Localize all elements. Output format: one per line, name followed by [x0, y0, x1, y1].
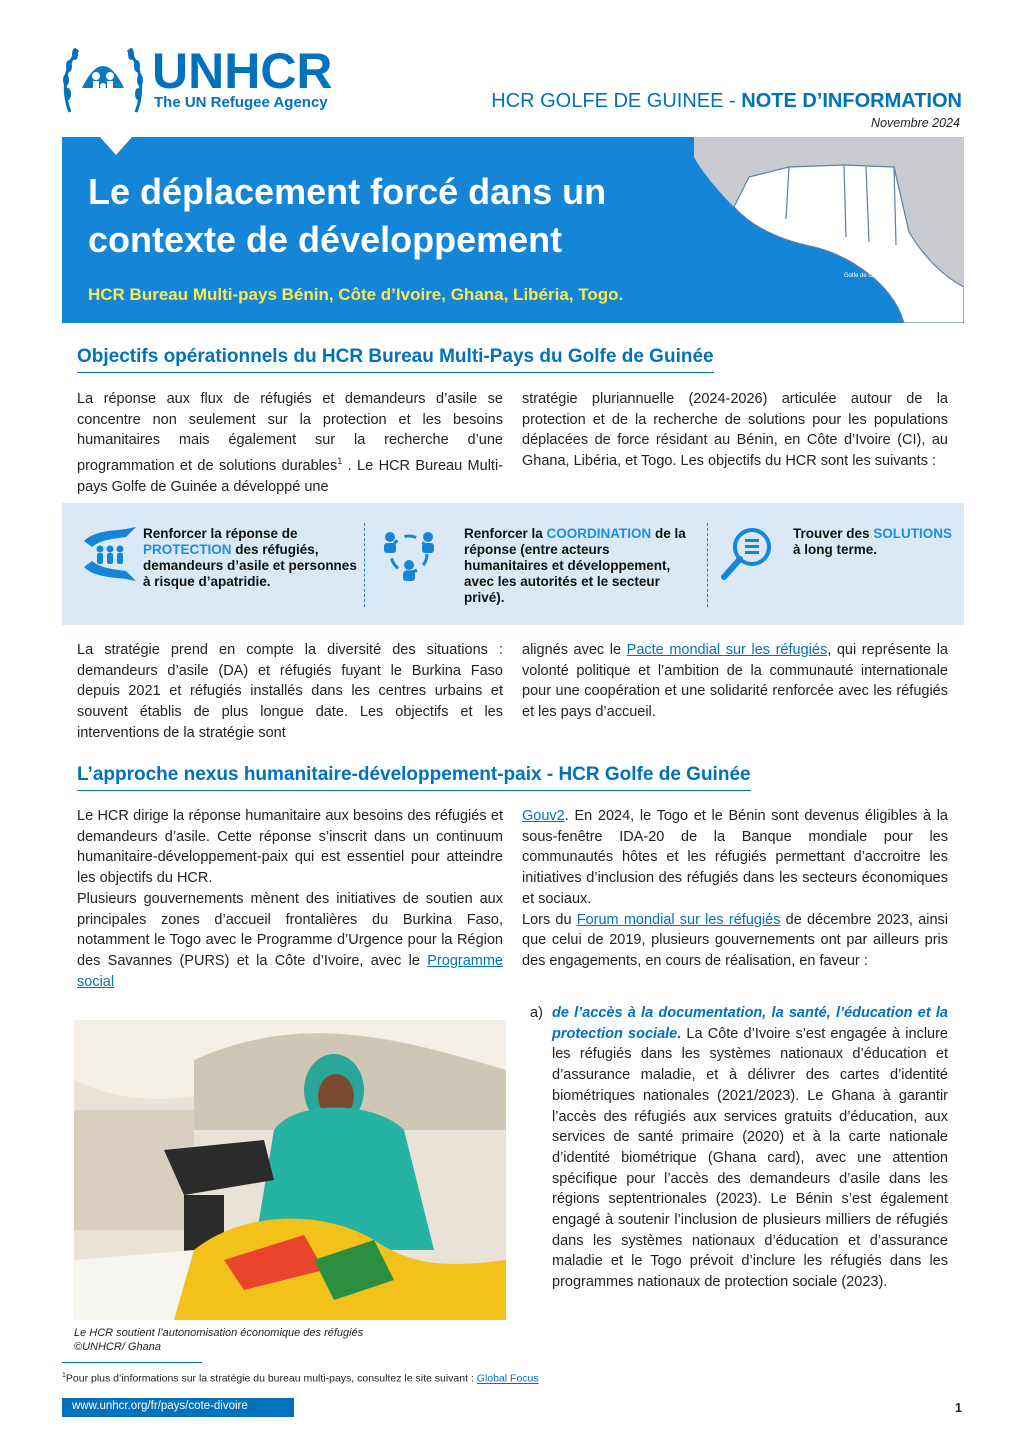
solutions-magnifier-icon — [718, 525, 776, 583]
protection-hands-icon — [80, 525, 138, 583]
page-title: Le déplacement forcé dans un contexte de développement — [88, 171, 607, 260]
divider — [364, 523, 365, 607]
photo-refugee-sewing — [74, 1020, 506, 1320]
footnote-rule — [62, 1362, 202, 1363]
footnote: $^1$Pour plus d’informations sur la stratégie du bureau multi-pays, consultez le site suivant : Global Focus — [62, 1372, 539, 1385]
link-pacte-mondial[interactable]: Pacte mondial sur les réfugiés — [626, 642, 828, 658]
paragraph-intro-left: La réponse aux flux de réfugiés et demandeurs d’asile se concentre non seulement sur la protection et les besoins humanitaires mais également sur la recherche d’une programmation et de solutions durables$^1$ . Le HCR Bureau Multi-pays Golfe de Guinée a développé une — [77, 391, 503, 495]
objective-protection: Renforcer la réponse de PROTECTION des réfugiés, demandeurs d’asile et personnes à risque d’apatridie. — [143, 526, 357, 589]
map-label: Golfe de Guinée — [844, 273, 888, 279]
link-gouv2[interactable]: Gouv2 — [522, 808, 565, 824]
section-heading-objectives: Objectifs opérationnels du HCR Bureau Multi-Pays du Golfe de Guinée — [77, 346, 714, 373]
coordination-people-icon — [380, 525, 438, 583]
page-number: 1 — [955, 1401, 962, 1415]
paragraph-strategy-left: La stratégie prend en compte la diversité des situations : demandeurs d’asile (DA) et réfugiés fuyant le Burkina Faso depuis 2021 et réfugiés installés dans les centres urbains et souvent établis de plus longue date. Les objectifs et les interventions de la stratégie sont — [77, 642, 503, 741]
header-date: Novembre 2024 — [871, 116, 960, 130]
paragraph-intro-right: stratégie pluriannuelle (2024-2026) articulée autour de la protection et de la recherche de solutions pour les populations déplacées de force résidant au Bénin, en Côte d’Ivoire (CI), au Ghana, Libéria, et Togo. Les objectifs du HCR sont les suivants : — [522, 391, 948, 470]
logo-tagline: The UN Refugee Agency — [154, 94, 328, 111]
objective-coordination: Renforcer la COORDINATION de la réponse (entre acteurs humanitaires et développement, avec les autorités et le secteur privé). — [464, 526, 686, 605]
footnote-ref[interactable]: 1 — [337, 456, 343, 467]
list-item-documentation: de l’accès à la documentation, la santé, l’éducation et la protection sociale. La Côte d’Ivoire s’est engagée à inclure les réfugiés dans les systèmes nationaux d’éducation et d’assurance maladie, et à délivrer des cartes d’identité biométriques nationales (2021/2023). Le Ghana à garantir l’accès des réfugiés aux services gratuits d’éducation, aux services de santé primaire (2020) et à la carte nationale d’identité biométrique (Ghana card), avec une attention spécifique pour l’accès des demandeurs d’asile dans les régions septentrionales (2023). Le Bénin s’est également engagé à soutenir l’inclusion de plusieurs milliers de réfugiés dans les systèmes nationaux d’éducation et d’assurance maladie et le Togo prévoit d’inclure les réfugiés dans les programmes nationaux de protection sociale (2023). — [552, 1005, 948, 1291]
banner-notch — [100, 137, 132, 155]
photo-caption: Le HCR soutient l’autonomisation économique des réfugiés ©UNHCR/ Ghana — [74, 1327, 364, 1353]
footer-url-link[interactable]: www.unhcr.org/fr/pays/cote-divoire — [72, 1400, 248, 1412]
divider — [707, 523, 708, 607]
link-global-focus[interactable]: Global Focus — [476, 1372, 539, 1385]
link-forum-mondial[interactable]: Forum mondial sur les réfugiés — [576, 911, 781, 928]
paragraph-strategy-right: alignés avec le Pacte mondial sur les réfugiés, qui représente la volonté politique et l’ambition de la communauté internationale pour une coopération et une solidarité renforcée avec les réfugiés et les pays d’accueil. — [522, 642, 948, 721]
list-marker: a) — [530, 1005, 543, 1021]
link-programme-social[interactable]: Programme social — [77, 952, 503, 990]
header-title: HCR GOLFE DE GUINEE - NOTE D’INFORMATION — [491, 90, 962, 112]
paragraph-nexus-right: Gouv2. En 2024, le Togo et le Bénin sont devenus éligibles à la sous-fenêtre IDA-20 de la Banque mondiale pour les communautés hôtes et les réfugiés permettant d’accroitre les initiatives d’inclusion des réfugiés dans les secteurs économiques et sociaux. Lors du Forum mondial sur les réfugiés de décembre 2023, ainsi que celui de 2019, plusieurs gouvernements ont par ailleurs pris des engagements, en cours de réalisation, en faveur : — [522, 808, 948, 969]
logo-wordmark: UNHCR — [152, 43, 333, 99]
paragraph-nexus-left: Le HCR dirige la réponse humanitaire aux besoins des réfugiés et demandeurs d’asile. Cette réponse s’inscrit dans un continuum humanitaire-développement-paix qui est essentiel pour atteindre les objectifs du HCR. Plusieurs gouvernements mènent des initiatives de soutien aux principales zones d’accueil frontalières du Burkina Faso, notamment le Togo avec le Programme d’Urgence pour la Région des Savannes (PURS) et la Côte d’Ivoire, avec le Programme social — [77, 808, 503, 990]
objective-solutions: Trouver des SOLUTIONS à long terme. — [793, 526, 953, 557]
page-subtitle: HCR Bureau Multi-pays Bénin, Côte d’Ivoire, Ghana, Libéria, Togo. — [88, 285, 624, 304]
section-heading-nexus: L’approche nexus humanitaire-développement-paix - HCR Golfe de Guinée — [77, 764, 751, 791]
